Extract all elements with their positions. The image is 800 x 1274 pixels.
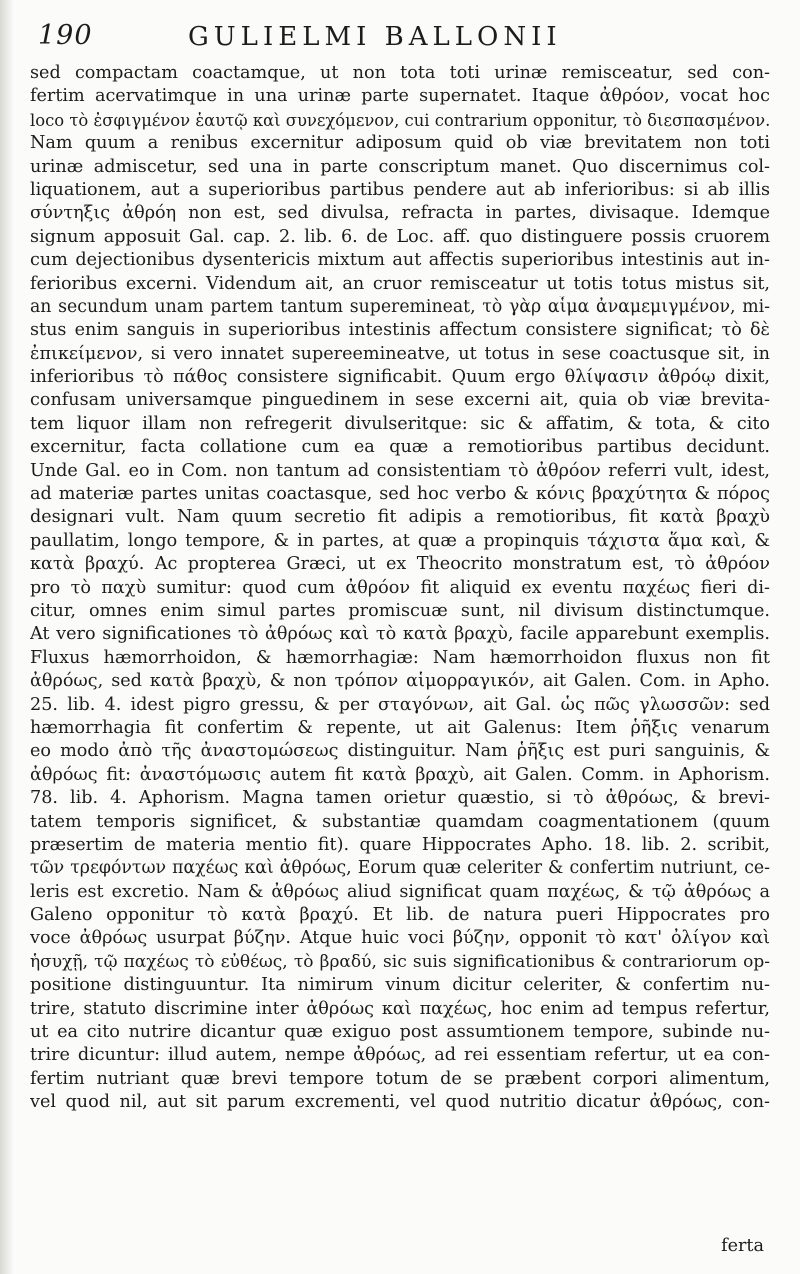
text-line: 78. lib. 4. Aphorism. Magna tamen orietur quæstio, si τὸ ἀθρόως, & brevi-: [30, 788, 770, 809]
text-line: ἐπικείμενον, si vero innatet supereemineatve, ut totus in sese coactusque sit, in: [30, 343, 770, 364]
text-line: trire dicuntur: illud autem, nempe ἀθρόως, ad rei essentiam refertur, ut ea con-: [30, 1045, 770, 1066]
text-line: fertim nutriant quæ brevi tempore totum de se præbent corpori alimentum,: [30, 1068, 770, 1089]
text-line: pro τὸ παχὺ sumitur: quod cum ἀθρόον fit aliquid ex eventu παχέως fieri di-: [30, 577, 770, 598]
text-line: At vero significationes τὸ ἀθρόως καὶ τὸ κατὰ βραχὺ, facile apparebunt exemplis.: [30, 624, 770, 645]
page-number: 190: [38, 20, 93, 51]
text-line: confusam universamque pinguedinem in sese excerni ait, quia ob viæ brevita-: [30, 390, 770, 411]
text-line: positione distinguuntur. Ita nimirum vinum dicitur celeriter, & confertim nu-: [30, 975, 770, 996]
text-line: leris est excretio. Nam & ἀθρόως aliud significat quam παχέως, & τῷ ἀθρόως a: [30, 881, 770, 902]
body-text: [30, 62, 770, 1115]
text-line: loco τὸ ἐσφιγμένον ἑαυτῷ καὶ συνεχόμενον, cui contrarium opponitur, τὸ διεσπασμένον.: [30, 110, 770, 130]
text-line: κατὰ βραχύ. Ac propterea Græci, ut ex Theocrito monstratum est, τὸ ἀθρόον: [30, 554, 770, 575]
text-line: trire, statuto discrimine inter ἀθρόως καὶ παχέως, hoc enim ad tempus refertur,: [30, 998, 770, 1019]
text-line: citur, omnes enim simul partes promiscuæ sunt, nil divisum distinctumque.: [30, 600, 770, 621]
text-line: cum dejectionibus dysentericis mixtum aut affectis superioribus intestinis aut in-: [30, 250, 770, 271]
text-line: excernitur, facta collatione cum ea quæ a remotioribus partibus decidunt.: [30, 437, 770, 458]
running-head: GULIELMI BALLONII: [188, 22, 562, 52]
catchword: ferta: [721, 1236, 764, 1256]
text-line: eo modo ἀπὸ τῆς ἀναστομώσεως distinguitur. Nam ῥῆξις est puri sanguinis, &: [30, 741, 770, 762]
text-line: ἀθρόως, sed κατὰ βραχὺ, & non τρόπον αἱμορραγικόν, ait Galen. Com. in Apho.: [30, 671, 770, 692]
text-line: an secundum unam partem tantum superemineat, τὸ γὰρ αἷμα ἀναμεμιγμένον, mi-: [30, 296, 770, 317]
text-line: sed compactam coactamque, ut non tota toti urinæ remisceatur, sed con-: [30, 63, 770, 83]
text-line: voce ἀθρόως usurpat βύζην. Atque huic voci βύζην, opponit τὸ κατ' ὀλίγον καὶ: [30, 928, 770, 949]
page-header: [38, 14, 768, 54]
text-line: hæmorrhagia fit confertim & repente, ut ait Galenus: Item ῥῆξις venarum: [30, 717, 770, 738]
text-line: ferioribus excerni. Videndum ait, an cruor remisceatur ut totis totus mistus sit,: [30, 273, 770, 294]
text-line: ἡσυχῇ, τῷ παχέως τὸ εὐθέως, τὸ βραδύ, sic suis significationibus & contrariorum op-: [30, 951, 770, 972]
text-line: signum apposuit Gal. cap. 2. lib. 6. de Loc. aff. quo distinguere possis cruorem: [30, 226, 770, 247]
text-line: præsertim de materia mentio fit). quare Hippocrates Apho. 18. lib. 2. scribit,: [30, 834, 770, 855]
text-line: designari vult. Nam quum secretio fit adipis a remotioribus, fit κατὰ βραχὺ: [30, 507, 770, 528]
text-line: ἀθρόως fit: ἀναστόμωσις autem fit κατὰ βραχὺ, ait Galen. Comm. in Aphorism.: [30, 764, 770, 785]
text-line: Unde Gal. eo in Com. non tantum ad consistentiam τὸ ἀθρόον referri vult, idest,: [30, 460, 770, 481]
text-line: Nam quum a renibus excernitur adiposum quid ob viæ brevitatem non toti: [30, 133, 770, 154]
text-line: fertim acervatimque in una urinæ parte supernatet. Itaque ἀθρόον, vocat hoc: [30, 86, 770, 107]
text-line: tem liquor illam non refregerit divulseritque: sic & affatim, & tota, & cito: [30, 413, 770, 434]
text-line: vel quod nil, aut sit parum excrementi, vel quod nutritio dicatur ἀθρόως, con-: [30, 1092, 770, 1113]
text-line: ut ea cito nutrire dicantur quæ exiguo post assumtionem tempore, subinde nu-: [30, 1022, 770, 1043]
text-line: 25. lib. 4. idest pigro gressu, & per σταγόνων, ait Gal. ὡς πῶς γλωσσῶν: sed: [30, 694, 770, 715]
text-line: σύντηξις ἀθρόη non est, sed divulsa, refracta in partes, divisaque. Idemque: [30, 203, 770, 224]
text-line: inferioribus τὸ πάθος consistere significabit. Quum ergo θλίψασιν ἀθρόῳ dixit,: [30, 367, 770, 388]
text-line: paullatim, longo tempore, & in partes, at quæ a propinquis τάχιστα ἅμα καὶ, &: [30, 530, 770, 551]
text-line: Galeno opponitur τὸ κατὰ βραχύ. Et lib. de natura pueri Hippocrates pro: [30, 905, 770, 926]
text-line: urinæ admiscetur, sed una in parte conscriptum manet. Quo discernimus col-: [30, 156, 770, 177]
page-gutter-shadow: [0, 0, 14, 1274]
text-line: ad materiæ partes unitas coactasque, sed hoc verbo & κόνις βραχύτητα & πόρος: [30, 484, 770, 505]
text-line: stus enim sanguis in superioribus intestinis affectum consistere significat; τὸ δὲ: [30, 320, 770, 341]
text-line: τῶν τρεφόντων παχέως καὶ ἀθρόως, Eorum quæ celeriter & confertim nutriunt, ce-: [30, 858, 770, 879]
text-line: tatem temporis significet, & substantiæ quamdam coagmentationem (quum: [30, 811, 770, 832]
text-line: Fluxus hæmorrhoidon, & hæmorrhagiæ: Nam hæmorrhoidon fluxus non fit: [30, 647, 770, 668]
text-line: liquationem, aut a superioribus partibus pendere aut ab inferioribus: si ab illis: [30, 179, 770, 200]
